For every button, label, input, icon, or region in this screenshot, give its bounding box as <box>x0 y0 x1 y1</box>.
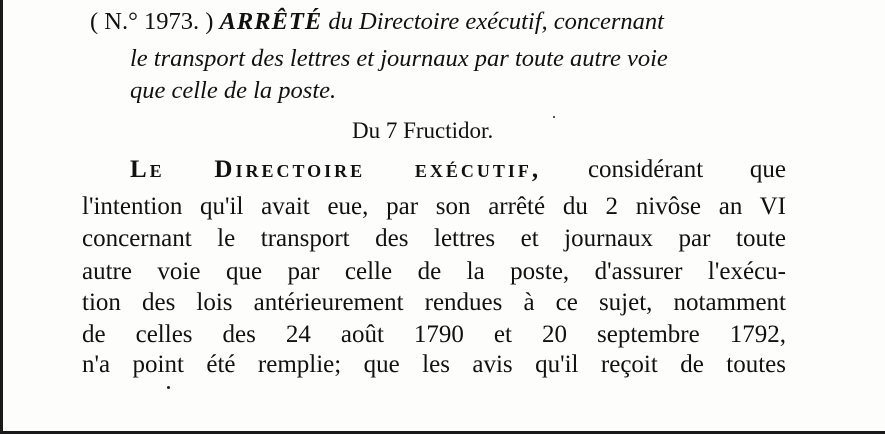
heading-line-1-rest: du Directoire exécutif, concernant <box>328 8 664 35</box>
body-line-1 <box>130 157 786 182</box>
body-line-2: l'intention qu'il avait eue, par son arrêté du 2 nivôse an VI <box>82 193 786 220</box>
ink-speck <box>167 386 170 389</box>
body-line-4: autre voie que par celle de la poste, d'assurer l'exécu- <box>82 258 786 285</box>
scan-left-edge <box>0 0 3 434</box>
heading-line-2: le transport des lettres et journaux par toute autre voie <box>130 45 668 72</box>
heading-line-3: que celle de la poste. <box>130 77 337 104</box>
body-line-1-rest: considérant que <box>587 156 787 183</box>
date-line: Du 7 Fructidor. <box>352 118 494 143</box>
decree-title-word: ARRÊTÉ <box>219 8 323 35</box>
body-lead-words: Le Directoire exécutif, <box>130 156 542 183</box>
body-line-6: de celles des 24 août 1790 et 20 septembre 1792, <box>82 321 786 348</box>
body-line-7: n'a point été remplie; que les avis qu'il reçoit de toutes <box>82 351 786 378</box>
body-line-3: concernant le transport des lettres et journaux par toute <box>82 225 786 252</box>
body-line-5: tion des lois antérieurement rendues à ce sujet, notamment <box>82 289 786 316</box>
decree-number: ( N.° 1973. ) <box>90 8 214 35</box>
ink-speck <box>553 116 555 118</box>
heading-line-1 <box>90 10 664 35</box>
